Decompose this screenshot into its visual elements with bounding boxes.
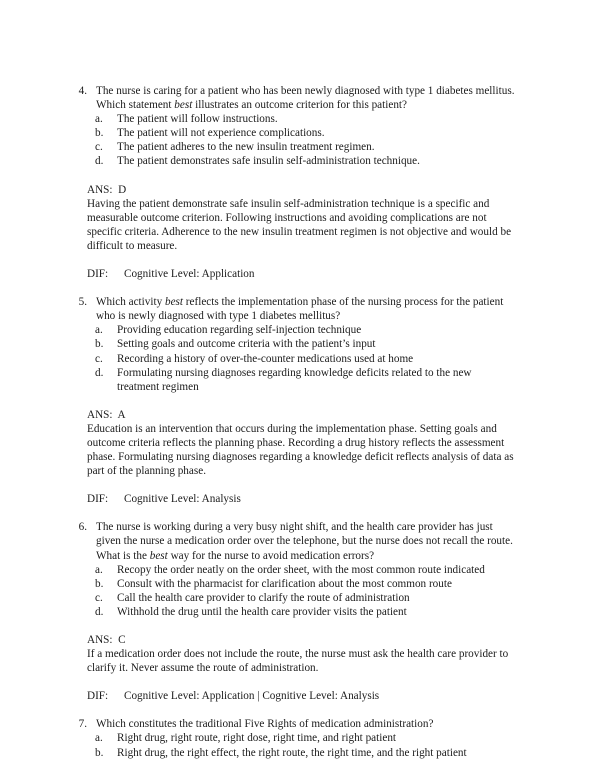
option-text: Withhold the drug until the health care provider visits the patient	[117, 605, 407, 618]
answer-rationale: If a medication order does not include the route, the nurse must ask the health care provider to clarify it. Never assume the route of administration.	[87, 648, 509, 675]
option-row[interactable]	[68, 126, 515, 140]
answer-value: C	[118, 634, 126, 646]
question-text	[96, 295, 515, 323]
question-block	[68, 295, 515, 520]
question-emphasis-word: best	[149, 549, 168, 562]
spacer	[68, 703, 515, 717]
option-text: Recopy the order neatly on the order sheet, with the most common route indicated	[117, 563, 485, 576]
option-list	[68, 323, 515, 393]
question-number: 6.	[78, 521, 87, 534]
option-row[interactable]	[68, 337, 515, 351]
answer-label: ANS:	[87, 183, 113, 196]
question-number: 5.	[78, 296, 87, 309]
question-text-post: illustrates an outcome criterion for this patient?	[192, 99, 407, 112]
option-letter: c.	[95, 352, 103, 365]
answer-block	[68, 633, 515, 675]
option-letter: a.	[95, 732, 103, 745]
question-stem	[68, 295, 515, 323]
option-list	[68, 112, 515, 168]
option-letter: a.	[95, 324, 103, 337]
spacer	[68, 253, 515, 267]
spacer	[68, 506, 515, 520]
question-text-pre: The nurse is working during a very busy night shift, and the health care provider has just given the nurse a medication order over the telephone, but the nurse does not recall the route. What is the	[96, 521, 513, 562]
question-number: 7.	[78, 718, 87, 731]
option-row[interactable]	[68, 563, 515, 577]
option-text: The patient adheres to the new insulin treatment regimen.	[117, 141, 375, 154]
option-text: Formulating nursing diagnoses regarding knowledge deficits related to the new treatment regimen	[117, 366, 472, 393]
option-text: Call the health care provider to clarify the route of administration	[117, 591, 410, 604]
option-row[interactable]	[68, 154, 515, 168]
answer-value: A	[117, 408, 126, 421]
option-letter: a.	[95, 563, 103, 576]
difficulty-value: Cognitive Level: Application | Cognitive Level: Analysis	[124, 690, 380, 703]
difficulty-value: Cognitive Level: Analysis	[124, 493, 241, 506]
difficulty-label: DIF:	[87, 268, 109, 281]
question-text-pre: The nurse is caring for a patient who has been newly diagnosed with type 1 diabetes mellitus. Which statement	[96, 85, 515, 112]
option-row[interactable]	[68, 323, 515, 337]
option-list	[68, 731, 515, 759]
option-row[interactable]	[68, 605, 515, 619]
spacer	[68, 675, 515, 689]
option-letter: a.	[95, 113, 103, 126]
difficulty-line	[68, 267, 515, 281]
question-number: 4.	[78, 85, 87, 97]
option-row[interactable]	[68, 591, 515, 605]
option-row[interactable]	[68, 140, 515, 154]
option-row[interactable]	[68, 366, 515, 394]
question-emphasis-word: best	[174, 99, 193, 112]
question-block	[68, 84, 515, 295]
question-text-post: reflects the implementation phase of the nursing process for the patient who is newly diagnosed with type 1 diabetes mellitus?	[96, 296, 504, 323]
answer-line	[87, 633, 515, 647]
option-text: Right drug, the right effect, the right route, the right time, and the right patient	[117, 746, 467, 759]
option-letter: d.	[95, 605, 104, 618]
option-text: Providing education regarding self-injection technique	[117, 324, 362, 337]
option-text: Recording a history of over-the-counter medications used at home	[117, 352, 414, 365]
answer-label: ANS:	[87, 408, 113, 421]
question-text	[96, 84, 515, 112]
spacer	[68, 478, 515, 492]
question-block	[68, 520, 515, 717]
answer-value: D	[118, 183, 127, 196]
option-text: Setting goals and outcome criteria with the patient’s input	[117, 338, 376, 351]
option-text: The patient will follow instructions.	[117, 113, 278, 126]
question-text	[96, 520, 515, 562]
option-text: The patient demonstrates safe insulin self-administration technique.	[117, 155, 420, 168]
difficulty-line	[68, 492, 515, 506]
question-emphasis-word: best	[164, 296, 183, 309]
question-stem	[68, 717, 515, 731]
option-list	[68, 563, 515, 619]
difficulty-label: DIF:	[87, 690, 109, 703]
question-stem	[68, 84, 515, 112]
option-letter: d.	[95, 155, 104, 168]
option-letter: b.	[95, 746, 104, 759]
option-row[interactable]	[68, 352, 515, 366]
option-letter: d.	[95, 366, 104, 379]
answer-label: ANS:	[87, 634, 113, 646]
option-letter: b.	[95, 577, 104, 590]
option-letter: c.	[95, 591, 103, 604]
option-letter: b.	[95, 127, 104, 140]
spacer	[68, 394, 515, 408]
answer-line	[87, 408, 515, 422]
question-text	[96, 717, 515, 731]
difficulty-label: DIF:	[87, 493, 109, 506]
option-text: The patient will not experience complications.	[117, 127, 325, 140]
spacer	[68, 619, 515, 633]
question-text-pre: Which activity	[96, 296, 165, 309]
question-stem	[68, 520, 515, 562]
question-block	[68, 717, 515, 759]
option-text: Right drug, right route, right dose, right time, and right patient	[117, 732, 397, 745]
question-list	[68, 84, 515, 760]
option-row[interactable]	[68, 112, 515, 126]
option-text: Consult with the pharmacist for clarification about the most common route	[117, 577, 452, 590]
option-row[interactable]	[68, 577, 515, 591]
answer-rationale: Having the patient demonstrate safe insulin self-administration technique is a specific and measurable outcome criterion. Following instructions and avoiding complications are not specific criteria. Adherence to the new insulin treatment regimen is not objective and would be difficult to measure.	[87, 197, 512, 252]
difficulty-value: Cognitive Level: Application	[124, 268, 255, 281]
option-row[interactable]	[68, 731, 515, 745]
spacer	[68, 281, 515, 295]
question-text-post: way for the nurse to avoid medication errors?	[167, 549, 375, 562]
answer-block	[68, 408, 515, 478]
answer-rationale: Education is an intervention that occurs during the implementation phase. Setting goals and outcome criteria reflects the planning phase. Recording a drug history reflects the assessment phase. Formulating nursing diagnoses regarding a knowledge deficit reflects analysis of data as part of the planning phase.	[87, 422, 514, 478]
question-text-pre: Which constitutes the traditional Five Rights of medication administration?	[96, 718, 434, 731]
difficulty-line	[68, 689, 515, 703]
answer-line	[87, 183, 515, 197]
spacer	[68, 169, 515, 183]
option-letter: c.	[95, 141, 103, 154]
option-letter: b.	[95, 338, 104, 351]
option-row[interactable]	[68, 746, 515, 760]
answer-block	[68, 183, 515, 253]
